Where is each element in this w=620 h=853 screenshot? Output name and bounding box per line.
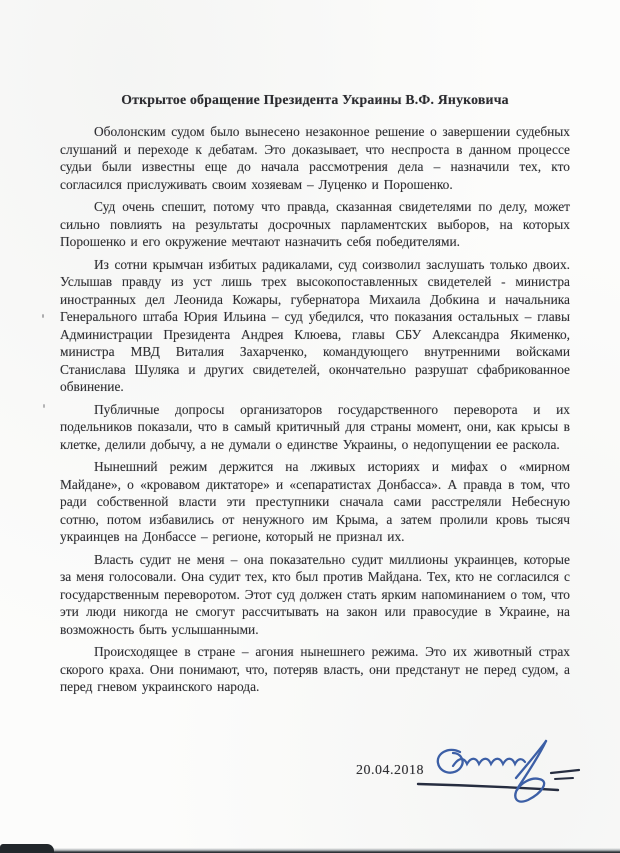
handwritten-signature-icon xyxy=(408,732,588,814)
scan-speck xyxy=(42,314,44,318)
paragraph-6: Власть судит не меня – она показательно судит миллионы украинцев, которые за меня голосовали. Она судит тех, кто был против Майдана. Тех, кто не согласился с государственным переворотом. Этот суд должен стать ярким напоминанием о том, что эти люди никогда не смогут рассчитывать на закон или правосудие в Украине, на возможность быть услышанными. xyxy=(60,551,570,637)
document-title: Открытое обращение Президента Украины В.Ф. Януковича xyxy=(121,92,509,107)
paragraph-4: Публичные допросы организаторов государственного переворота и их подельников показали, что в самый критичный для страны момент, они, как крысы в клетке, делили добычу, а не думали о единстве Украины, о недопущении ее раскола. xyxy=(60,401,570,452)
document-body xyxy=(60,92,570,701)
scan-corner-artifact xyxy=(0,844,54,853)
date-text: 20.04.2018 xyxy=(356,763,424,778)
paragraph-3: Из сотни крымчан избитых радикалами, суд соизволил заслушать только двоих. Услышав правду из уст лишь трех высокопоставленных свидетелей - министра иностранных дел Леонида Кожары, губернатора Михаила Добкина и начальника Генерального штаба Юрия Ильина – суд убедился, что показания остальных – главы Администрации Президента Андрея Клюева, главы СБУ Александра Якименко, министра МВД Виталия Захарченко, командующего внутренними войсками Станислава Шуляка и других свидетелей, окончательно разрушат сфабрикованное обвинение. xyxy=(60,256,570,394)
signature-block xyxy=(0,735,620,820)
paragraph-5: Нынешний режим держится на лживых историях и мифах о «мирном Майдане», о «кровавом диктаторе» и «сепаратистах Донбасса». А правда в том, что ради собственной власти эти преступники сначала сами расстреляли Небесную сотню, потом избавились от ненужного им Крыма, а затем пролили кровь тысяч украинцев на Донбассе – регионе, который не признал их. xyxy=(60,459,570,544)
paragraph-7: Происходящее в стране – агония нынешнего режима. Это их животный страх скорого краха. Они понимают, что, потеряв власть, они предстанут не перед судом, а перед гневом украинского народа. xyxy=(60,644,570,694)
paragraph-1: Оболонским судом было вынесено незаконное решение о завершении судебных слушаний и переходе к дебатам. Это доказывает, что неспроста в данном процессе судьи были известны еще до начала рассмотрения дела – назначили тех, кто согласился прислуживать своим хозяевам – Луценко и Порошенко. xyxy=(60,124,570,192)
paragraph-2: Суд очень спешит, потому что правда, сказанная свидетелями по делу, может сильно повлиять на результаты досрочных парламентских выборов, на которых Порошенко и его окружение мечтают назначить себя победителями. xyxy=(60,199,570,249)
scan-speck xyxy=(43,404,45,408)
scan-edge-artifact xyxy=(0,848,620,853)
